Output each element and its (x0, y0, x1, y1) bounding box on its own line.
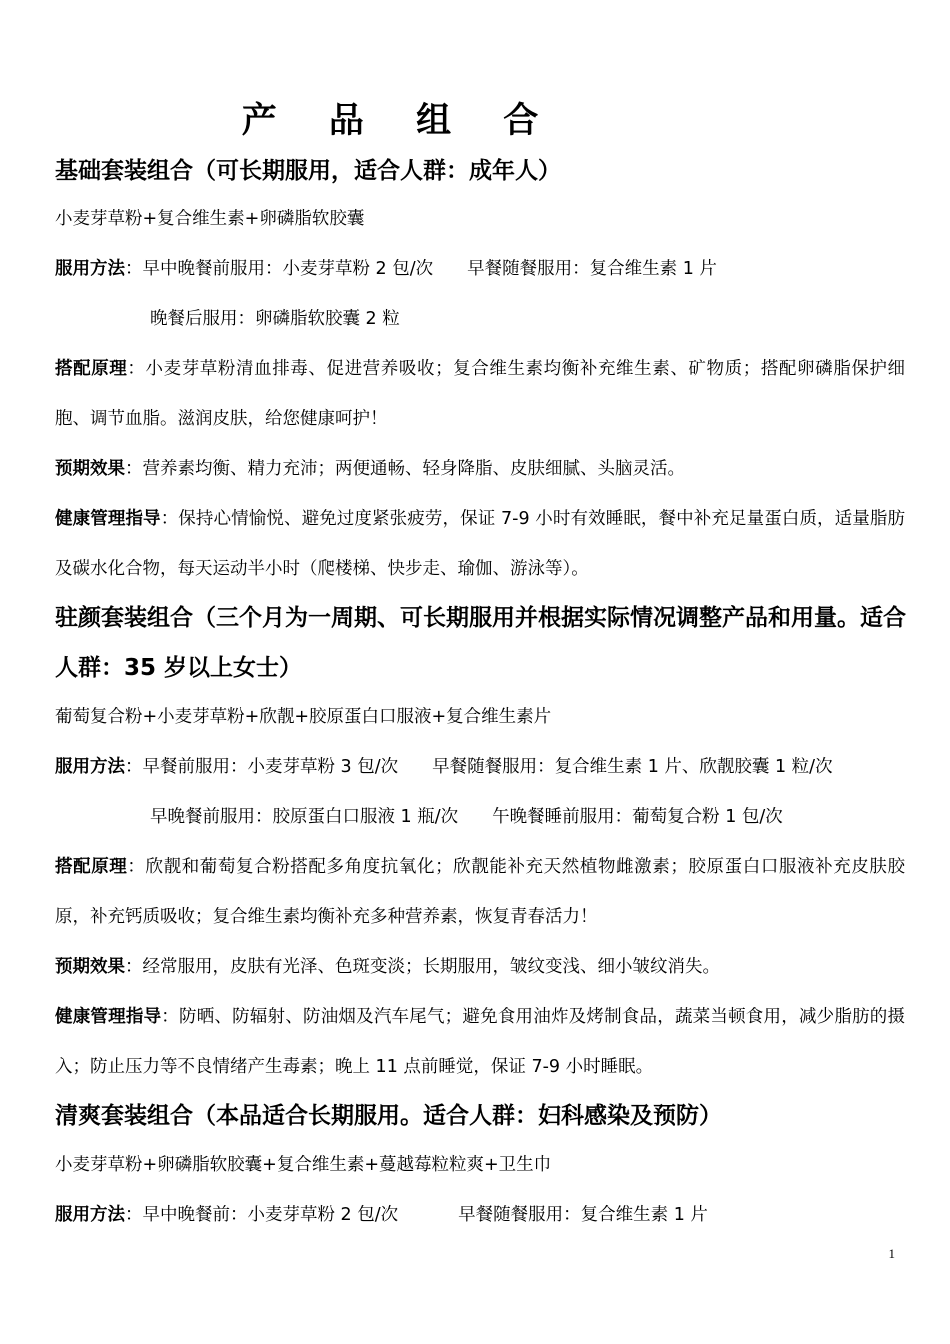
usage-text: 晚餐后服用：卵磷脂软胶囊 2 粒 (150, 309, 400, 329)
section-products-beauty: 葡萄复合粉+小麦芽草粉+欣靓+胶原蛋白口服液+复合维生素片 (55, 707, 552, 727)
usage-text: ：早中晚餐前：小麦芽草粉 2 包/次 (125, 1205, 399, 1225)
usage-text: ：早中晚餐前服用：小麦芽草粉 2 包/次 (125, 259, 434, 279)
guide-text: ：保持心情愉悦、避免过度紧张疲劳，保证 7-9 小时有效睡眠，餐中补充足量蛋白质，适量脂肪及碳水化合物，每天运动半小时（爬楼梯、快步走、瑜伽、游泳等）。 (55, 509, 905, 579)
section-products-fresh: 小麦芽草粉+卵磷脂软胶囊+复合维生素+蔓越莓粒粒爽+卫生巾 (55, 1155, 552, 1175)
usage-text: 午晚餐睡前服用：葡萄复合粉 1 包/次 (492, 807, 783, 827)
section-heading-basic: 基础套装组合（可长期服用，适合人群：成年人） (55, 158, 561, 184)
section-heading-beauty: 驻颜套装组合（三个月为一周期、可长期服用并根据实际情况调整产品和用量。适合人群：35 岁以上女士） (55, 605, 906, 681)
usage-line-beauty-2 (55, 792, 950, 842)
effect-text: ：经常服用，皮肤有光泽、色斑变淡；长期服用，皱纹变浅、细小皱纹消失。 (125, 957, 720, 977)
usage-line-fresh-1 (55, 1190, 905, 1240)
effect-label: 预期效果 (55, 459, 125, 479)
guide-text: ：防晒、防辐射、防油烟及汽车尾气；避免食用油炸及烤制食品，蔬菜当顿食用，减少脂肪的摄入；防止压力等不良情绪产生毒素；晚上 11 点前睡觉，保证 7-9 小时睡眠。 (55, 1007, 906, 1077)
page-number: 1 (888, 1246, 895, 1261)
usage-label: 服用方法 (55, 259, 125, 279)
usage-text: 早餐随餐服用：复合维生素 1 片、欣靓胶囊 1 粒/次 (432, 757, 833, 777)
guide-label: 健康管理指导 (55, 1007, 162, 1027)
usage-text: ：早餐前服用：小麦芽草粉 3 包/次 (125, 757, 399, 777)
effect-label: 预期效果 (55, 957, 125, 977)
principle-text: ：小麦芽草粉清血排毒、促进营养吸收；复合维生素均衡补充维生素、矿物质；搭配卵磷脂保护细胞、调节血脂。滋润皮肤，给您健康呵护！ (55, 359, 906, 429)
effect-beauty (55, 942, 905, 992)
effect-basic (55, 444, 905, 494)
usage-text: 早晚餐前服用：胶原蛋白口服液 1 瓶/次 (150, 807, 459, 827)
section-heading-fresh: 清爽套装组合（本品适合长期服用。适合人群：妇科感染及预防） (55, 1103, 722, 1129)
principle-text: ：欣靓和葡萄复合粉搭配多角度抗氧化；欣靓能补充天然植物雌激素；胶原蛋白口服液补充皮肤胶原，补充钙质吸收；复合维生素均衡补充多种营养素，恢复青春活力！ (55, 857, 906, 927)
principle-beauty (55, 842, 905, 942)
section-products-basic: 小麦芽草粉+复合维生素+卵磷脂软胶囊 (55, 209, 365, 229)
usage-text: 早餐随餐服用：复合维生素 1 片 (467, 259, 717, 279)
usage-label: 服用方法 (55, 1205, 125, 1225)
page-title: 产 品 组 合 (241, 101, 559, 141)
usage-line-basic-1 (55, 244, 905, 294)
usage-line-basic-2 (55, 294, 950, 344)
principle-label: 搭配原理 (55, 359, 128, 379)
guide-basic (55, 494, 905, 594)
usage-label: 服用方法 (55, 757, 125, 777)
usage-line-beauty-1 (55, 742, 905, 792)
guide-beauty (55, 992, 905, 1092)
principle-basic (55, 344, 905, 444)
principle-label: 搭配原理 (55, 857, 128, 877)
guide-label: 健康管理指导 (55, 509, 161, 529)
effect-text: ：营养素均衡、精力充沛；两便通畅、轻身降脂、皮肤细腻、头脑灵活。 (125, 459, 685, 479)
usage-text: 早餐随餐服用：复合维生素 1 片 (458, 1205, 708, 1225)
